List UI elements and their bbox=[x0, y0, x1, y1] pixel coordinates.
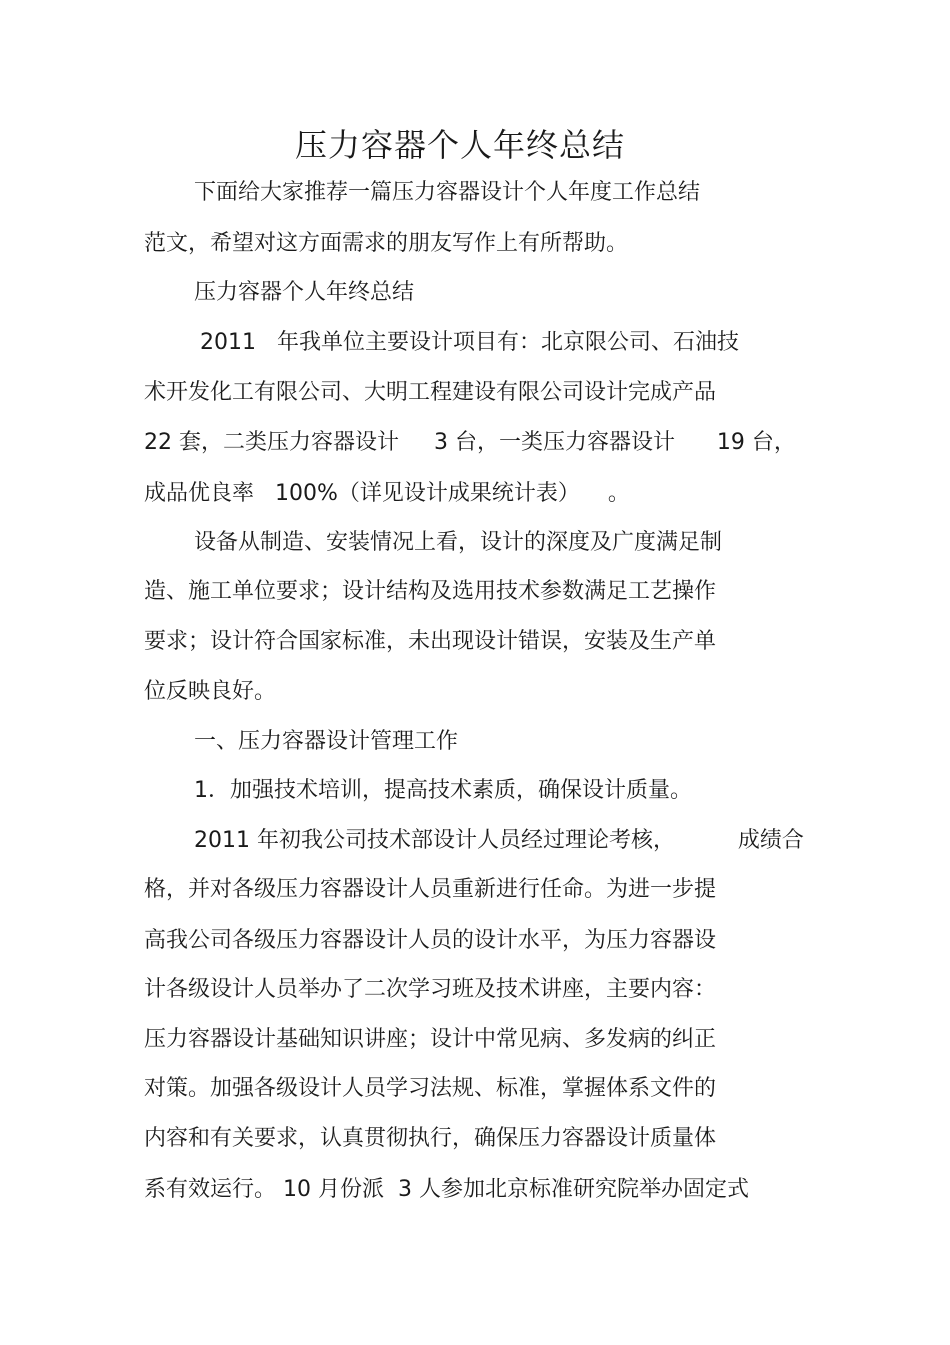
text-line: 格，并对各级压力容器设计人员重新进行任命。为进一步提 bbox=[144, 877, 717, 902]
text-line: 下面给大家推荐一篇压力容器设计个人年度工作总结 bbox=[194, 180, 701, 205]
document-title: 压力容器个人年终总结 bbox=[294, 126, 625, 164]
text-line: 成品优良率 100%（详见设计成果统计表） 。 bbox=[144, 481, 630, 506]
subsection-heading: 1．加强技术培训，提高技术素质，确保设计质量。 bbox=[194, 778, 692, 803]
text-line: 系有效运行。 10 月份派 3 人参加北京标准研究院举办固定式 bbox=[144, 1177, 749, 1202]
text-line: 设备从制造、安装情况上看，设计的深度及广度满足制 bbox=[194, 530, 723, 555]
text-line: 压力容器设计基础知识讲座；设计中常见病、多发病的纠正 bbox=[144, 1027, 717, 1052]
text-line: 范文，希望对这方面需求的朋友写作上有所帮助。 bbox=[144, 231, 629, 256]
text-line: 计各级设计人员举办了二次学习班及技术讲座，主要内容： bbox=[144, 977, 717, 1002]
section-heading: 一、压力容器设计管理工作 bbox=[194, 729, 459, 754]
text-line: 内容和有关要求，认真贯彻执行，确保压力容器设计质量体 bbox=[144, 1126, 717, 1151]
text-line: 术开发化工有限公司、大明工程建设有限公司设计完成产品 bbox=[144, 380, 717, 405]
text-line: 造、施工单位要求；设计结构及选用技术参数满足工艺操作 bbox=[144, 579, 717, 604]
text-line: 对策。加强各级设计人员学习法规、标准，掌握体系文件的 bbox=[144, 1076, 717, 1101]
text-line: 高我公司各级压力容器设计人员的设计水平，为压力容器设 bbox=[144, 928, 717, 953]
text-line: 2011 年初我公司技术部设计人员经过理论考核， 成绩合 bbox=[194, 828, 804, 853]
text-line: 2011 年我单位主要设计项目有：北京限公司、石油技 bbox=[200, 330, 739, 355]
text-line: 位反映良好。 bbox=[144, 679, 277, 704]
text-line: 压力容器个人年终总结 bbox=[194, 280, 415, 305]
text-line: 要求；设计符合国家标准，未出现设计错误，安装及生产单 bbox=[144, 629, 717, 654]
text-line: 22 套，二类压力容器设计 3 台，一类压力容器设计 19 台， bbox=[144, 430, 796, 455]
